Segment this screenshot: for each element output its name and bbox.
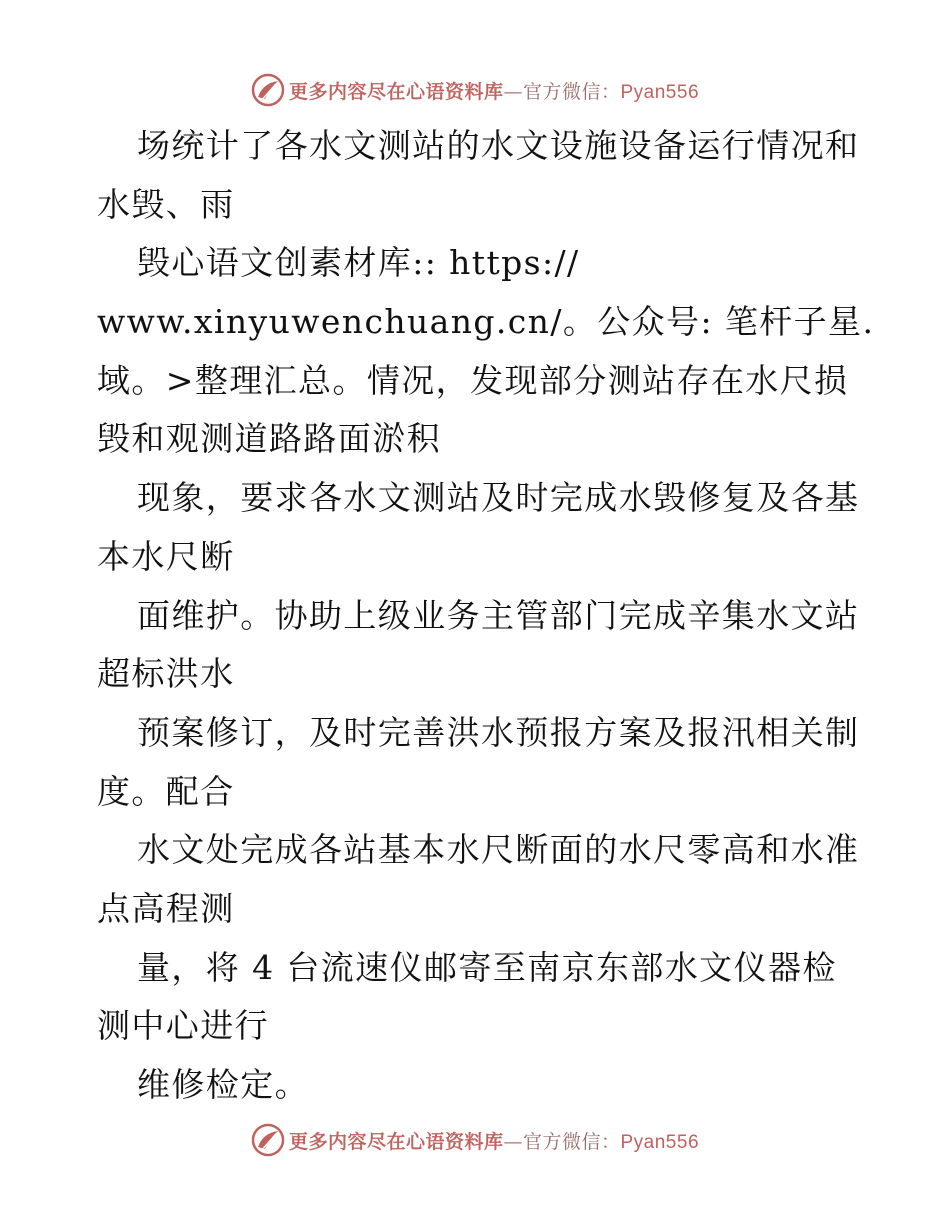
- body-line: 超标洪水: [97, 654, 235, 694]
- body-line: 维修检定。: [137, 1065, 309, 1104]
- body-line: 毁和观测道路路面淤积: [97, 419, 441, 459]
- body-line: 水毁、雨: [97, 184, 235, 224]
- banner-separator: —: [503, 1130, 523, 1153]
- banner-main-text: 更多内容尽在心语资料库: [288, 80, 504, 103]
- header-banner-text: [289, 77, 699, 104]
- banner-main-text: 更多内容尽在心语资料库: [288, 1130, 504, 1153]
- body-line: 面维护。协助上级业务主管部门完成辛集水文站: [137, 595, 860, 635]
- body-line: 域。>整理汇总。情况，发现部分测站存在水尺损: [97, 360, 849, 400]
- banner-wechat-handle: Pyan556: [620, 1131, 700, 1153]
- banner-wechat-label: 官方微信：: [522, 1130, 621, 1153]
- body-line: 现象，要求各水文测站及时完成水毁修复及各基: [137, 478, 860, 518]
- body-line: 测中心进行: [97, 1006, 269, 1046]
- footer-banner-text: [289, 1127, 699, 1154]
- banner-separator: —: [503, 80, 523, 103]
- body-line: 量，将 4 台流速仪邮寄至南京东部水文仪器检: [137, 947, 837, 987]
- banner-wechat-label: 官方微信：: [522, 80, 621, 103]
- body-line: 场统计了各水文测站的水文设施设备运行情况和: [137, 126, 860, 165]
- footer-watermark-banner: [0, 1120, 950, 1160]
- body-line: 预案修订，及时完善洪水预报方案及报汛相关制: [137, 712, 860, 752]
- document-body: [97, 117, 875, 1115]
- body-line: 毁心语文创素材库:: https://: [137, 243, 580, 283]
- pen-logo-icon: [251, 1123, 285, 1157]
- body-line: www.xinyuwenchuang.cn/。公众号: 笔杆子星.: [97, 302, 875, 342]
- body-line: 本水尺断: [97, 536, 235, 576]
- header-watermark-banner: [0, 70, 950, 110]
- banner-wechat-handle: Pyan556: [620, 81, 700, 103]
- body-line: 度。配合: [97, 771, 235, 811]
- pen-logo-icon: [251, 73, 285, 107]
- body-line: 水文处完成各站基本水尺断面的水尺零高和水准: [137, 830, 860, 870]
- body-line: 点高程测: [97, 888, 235, 928]
